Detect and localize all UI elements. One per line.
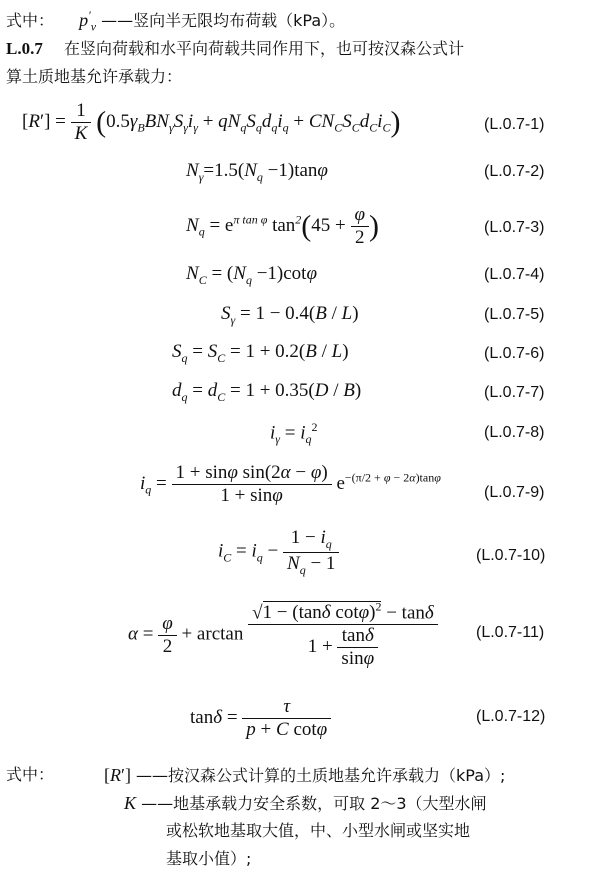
intro-label: 式中： — [6, 11, 55, 30]
equation-number-5: (L.0.7-5) — [484, 306, 545, 323]
equation-3: $N_q = e^{\pi tan \varphi}$ $\tan^2(45$ + $\frac{\varphi}{2}$ ) — [186, 204, 380, 248]
equation-5: $S_\gamma = 1 - 0.4(B / L)$ — [221, 303, 359, 327]
equation-number-9: (L.0.7-9) — [484, 484, 545, 501]
intro-symbol: $p'_v$ — [79, 8, 97, 34]
section-line-2: 算土质地基允许承载力： — [6, 67, 183, 86]
definitions-label: 式中： — [6, 765, 55, 784]
equation-number-10: (L.0.7-10) — [476, 547, 546, 564]
equation-number-7: (L.0.7-7) — [484, 384, 545, 401]
equation-11: α = $\frac{\varphi}{2}$ + arctan √1 − (tanδ cotφ)$^2$ − tanδ 1 + $\frac{\tan\delta}{\sin\varphi}$ — [128, 600, 438, 670]
section-number: L.0.7 — [6, 39, 43, 58]
equation-number-2: (L.0.7-2) — [484, 163, 545, 180]
definition-text-4: 基取小值）; — [166, 849, 252, 868]
definition-text-2: ——地基承载力安全系数，可取 2～3（大型水闸 — [141, 794, 487, 813]
equation-1: [R′] = $\frac{1}{K}$ $(0.5\gamma_BBN_\gamma S_\gamma i_\gamma + qN_qS_qd_qi_q + CN_CS_Cd_Ci_C)$ — [22, 100, 401, 144]
equation-number-1: (L.0.7-1) — [484, 116, 545, 133]
equation-number-8: (L.0.7-8) — [484, 424, 545, 441]
intro-line — [6, 4, 345, 38]
equation-6: $S_q = S_C = 1 + 0.2(B / L)$ — [172, 341, 349, 365]
definition-text-1: ——按汉森公式计算的土质地基允许承载力（kPa）; — [136, 766, 506, 785]
section-text-1: 在竖向荷载和水平向荷载共同作用下，也可按汉森公式计 — [63, 39, 464, 58]
equation-number-3: (L.0.7-3) — [484, 219, 545, 236]
equation-number-11: (L.0.7-11) — [476, 624, 545, 641]
definition-item-2 — [124, 792, 487, 815]
equation-10: $i_C = i_q$ − $\frac{1 - i_q}{N_q - 1}$ — [218, 527, 339, 578]
equation-2: $N_\gamma=1.5(N_q -1)\tan\varphi$ — [186, 160, 328, 184]
equation-number-4: (L.0.7-4) — [484, 266, 545, 283]
equation-number-12: (L.0.7-12) — [476, 708, 546, 725]
definition-text-3: 或松软地基取大值，中、小型水闸或坚实地 — [166, 821, 471, 840]
intro-text: ——竖向半无限均布荷载（kPa）。 — [101, 11, 346, 30]
equation-4: $N_C = (N_q -1)\cot\varphi$ — [186, 263, 317, 287]
equation-12: tanδ = $\frac{\tau}{\text{p + C cotφ}}$ — [190, 696, 331, 741]
equation-9: $i_q$ = $\frac{\text{1 + sinφ sin(2α − φ)}}{1 + \sin\varphi}$ $e^{-(\pi/2 + \varphi - 2\alpha)tan\varphi}$ — [140, 462, 441, 506]
definition-item-1: [R′] ——按汉森公式计算的土质地基允许承载力（kPa）; — [104, 765, 506, 785]
definition-symbol-2: K — [124, 793, 137, 813]
equation-number-6: (L.0.7-6) — [484, 345, 545, 362]
equation-8: $i_\gamma = i_q^2$ — [270, 420, 318, 447]
equation-7: $d_q = d_C = 1 + 0.35(D / B)$ — [172, 380, 362, 404]
section-line-1 — [6, 38, 464, 60]
